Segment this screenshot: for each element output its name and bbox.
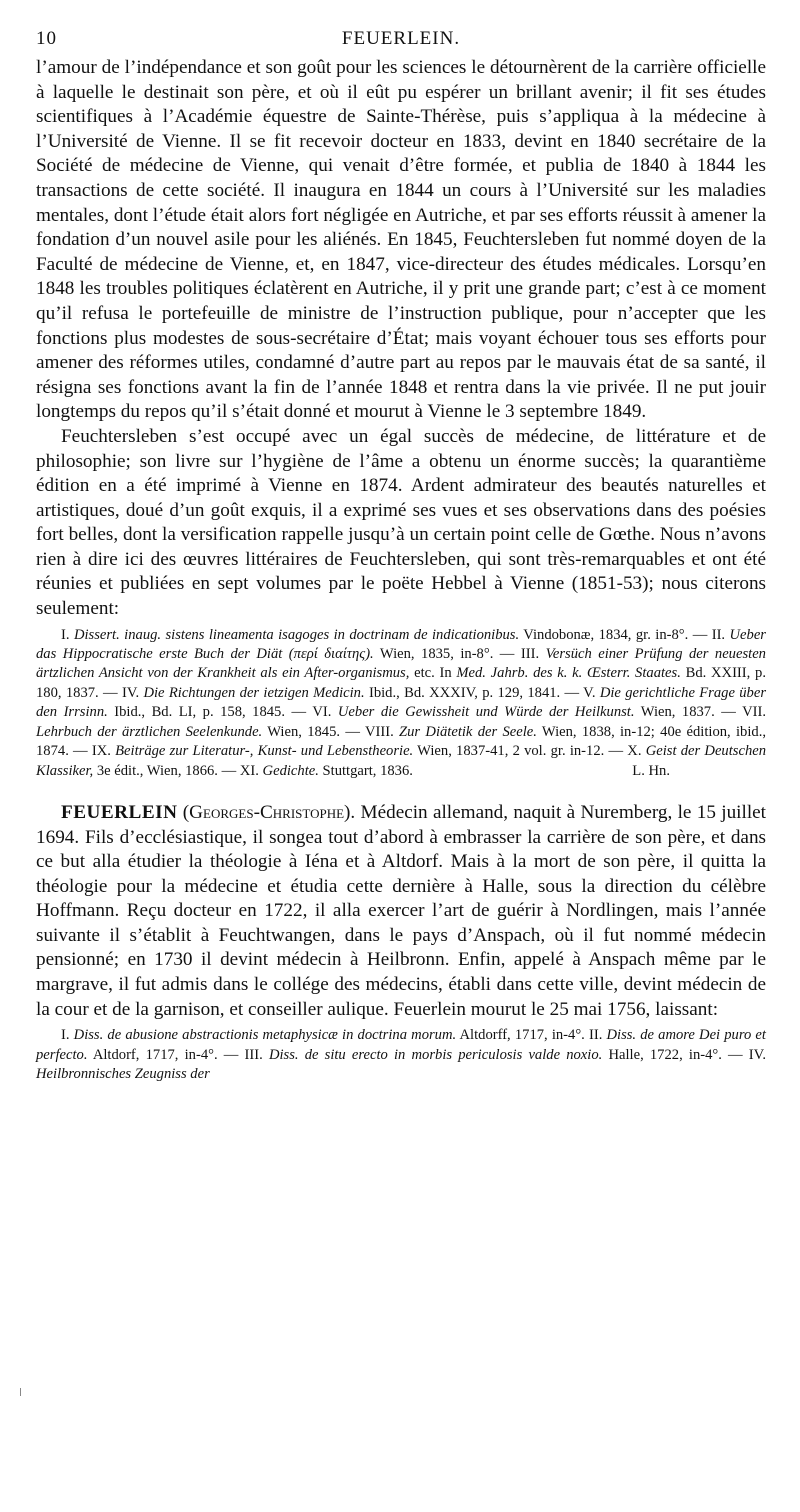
running-title: FEUERLEIN. <box>341 28 461 49</box>
feuchtersleben-biblio-title-13: Ueber die Gewissheit und Würde der Heilkunst. <box>337 704 635 721</box>
feuchtersleben-biblio-text-14: Wien, 1837. — VII. <box>634 704 766 721</box>
feuchtersleben-biblio-text-16: Wien, 1845. — VIII. <box>262 723 400 740</box>
page <box>36 28 766 1084</box>
feuchtersleben-biblio-title-7: Med. Jahrb. des k. k. Œsterr. Staates. <box>456 665 681 682</box>
entry-given-names: (Georges-Christophe). <box>182 801 356 823</box>
entry-text: Médecin allemand, naquit à Nuremberg, le 15 juillet 1694. Fils d’ecclésiastique, il songea tout d’abord à embrasser la carrière de son père, et dans ce but alla étudier la théologie à Iéna et à Altdorf. Mais à la mort de son père, il quitta la théologie pour la médecine et étudia cette dernière à Halle, sous la direction du célèbre Hoffmann. Reçu docteur en 1722, il alla exercer l’art de guérir à Nordlingen, mais l’année suivante il s’établit à Feuchtwangen, dans le pays d’Anspach, où il fut nommé médecin pensionné; en 1730 il devint médecin à Heilbronn. Enfin, appelé à Anspach même par le margrave, il fut admis dans le collége des médecins, établi dans cette ville, devint médecin de la cour et de la garnison, et conseiller aulique. Feuerlein mourut le 25 mai 1756, laissant: <box>36 801 766 1020</box>
feuerlein-biblio-title-3: Diss. de amore Dei puro et perfecto. <box>36 1027 766 1063</box>
feuchtersleben-biblio-text-12: Ibid., Bd. LI, p. 158, 1845. — VI. <box>107 704 338 721</box>
feuchtersleben-biblio-title-15: Lehrbuch der ärztlichen Seelenkunde. <box>36 723 263 740</box>
feuerlein-biblio-title-1: Diss. de abusione abstractionis metaphysicæ in doctrina morum. <box>73 1027 457 1044</box>
feuchtersleben-biblio-title-5: Versüch einer Prüfung der neuesten ärtzlichen Ansicht von der Krankheit als ein After-organismus, <box>36 646 766 682</box>
feuchtersleben-biblio-text-18: Wien, 1838, in-12; 40e édition, ibid., 1874. — IX. <box>36 723 766 760</box>
entry-separator <box>36 781 766 801</box>
feuerlein-biblio-text-4: Altdorf, 1717, in-4°. — III. <box>87 1046 269 1063</box>
feuchtersleben-biblio-text-2: Vindobonæ, 1834, gr. in-8°. — II. <box>519 626 730 643</box>
feuchtersleben-biblio-text-24: Stuttgart, 1836. <box>318 762 413 779</box>
feuerlein-biblio-title-7: Heilbronnisches Zeugniss der <box>36 1066 210 1083</box>
feuchtersleben-biblio-text-6: etc. In <box>409 665 457 682</box>
feuchtersleben-biblio-title-21: Geist der Deutschen Klassiker, <box>36 743 767 779</box>
author-signature: L. Hn. <box>632 762 670 779</box>
feuchtersleben-biblio-text-8: Bd. XXIII, p. 180, 1837. — IV. <box>36 665 766 701</box>
feuchtersleben-biblio-text-4: Wien, 1835, in-8°. — III. <box>373 646 546 663</box>
feuchtersleben-biblio-title-3: Ueber das Hippocratische erste Buch der Diät (περί διαίτης). <box>36 626 766 663</box>
feuchtersleben-biblio-title-1: Dissert. inaug. sistens lineamenta isagoges in doctrinam de indicationibus. <box>73 626 520 643</box>
running-header <box>36 28 766 56</box>
feuchtersleben-biblio-text-10: Ibid., Bd. XXXIV, p. 129, 1841. — V. <box>364 684 600 701</box>
feuchtersleben-biblio-title-17: Zur Diätetik der Seele. <box>399 723 537 740</box>
feuchtersleben-bibliography <box>36 626 766 781</box>
feuerlein-biblio-text-0: I. <box>61 1027 74 1044</box>
page-number: 10 <box>36 28 57 49</box>
feuerlein-biblio-text-2: Altdorff, 1717, in-4°. II. <box>456 1027 607 1044</box>
feuerlein-entry-paragraph <box>36 801 766 1022</box>
entry-headword: FEUERLEIN <box>61 801 178 823</box>
feuchtersleben-biography-paragraph: l’amour de l’indépendance et son goût pour les sciences le détournèrent de la carrière officielle à laquelle le destinait son père, et où il eût pu espérer un brillant avenir; il fit ses études scientifiques à l’Académie équestre de Sainte-Thérèse, puis s’appliqua à la médecine à l’Université de Vienne. Il se fit recevoir docteur en 1833, devint en 1840 secrétaire de la Société de médecine de Vienne, qui venait d’être formée, et publia de 1840 à 1844 les transactions de cette société. Il inaugura en 1844 un cours à l’Université sur les maladies mentales, dont l’étude était alors fort négligée en Autriche, et par ses efforts réussit à amener la fondation d’un nouvel asile pour les aliénés. En 1845, Feuchtersleben fut nommé doyen de la Faculté de médecine de Vienne, et, en 1847, vice-directeur des études médicales. Lorsqu’en 1848 les troubles politiques éclatèrent en Autriche, il y prit une grande part; c’est à ce moment qu’il refusa le portefeuille de ministre de l’instruction publique, pour n’accepter que les fonctions plus modestes de sous-secrétaire d’État; mais voyant échouer tous ses efforts pour amener des réformes utiles, condamné d’autre part au repos par le mauvais état de sa santé, il résigna ses fonctions avant la fin de l’année 1848 et rentra dans la vie privée. Il ne put jouir longtemps du repos qu’il s’était donné et mourut à Vienne le 3 septembre 1849. <box>36 57 766 423</box>
feuchtersleben-biblio-text-22: 3e édit., Wien, 1866. — XI. <box>93 762 263 779</box>
margin-mark <box>20 1388 21 1396</box>
feuchtersleben-works-paragraph: Feuchtersleben s’est occupé avec un égal succès de médecine, de littérature et de philosophie; son livre sur l’hygiène de l’âme a obtenu un énorme succès; la quarantième édition en a été imprimé à Vienne en 1874. Ardent admirateur des beautés naturelles et artistiques, doué d’un goût exquis, il a exprimé ses vues et ses observations dans des poésies fort belles, dont la versification rappelle jusqu’à un certain point celle de Gœthe. Nous n’avons rien à dire ici des œuvres littéraires de Feuchtersleben, qui sont très-remarquables et ont été réunies et publiées en sept volumes par le poëte Hebbel à Vienne (1851-53); nous citerons seulement: <box>36 425 766 620</box>
feuchtersleben-biblio-title-19: Beiträge zur Literatur-, Kunst- und Lebenstheorie. <box>115 743 414 760</box>
feuerlein-bibliography <box>36 1026 766 1084</box>
feuchtersleben-biblio-text-20: Wien, 1837-41, 2 vol. gr. in-12. — X. <box>413 743 646 760</box>
feuchtersleben-biblio-title-23: Gedichte. <box>262 762 319 779</box>
feuchtersleben-biblio-text-0: I. <box>61 626 74 643</box>
feuchtersleben-biblio-title-9: Die Richtungen der ietzigen Medicin. <box>143 684 365 701</box>
feuchtersleben-biblio-title-11: Die gerichtliche Frage über den Irrsinn. <box>36 684 767 721</box>
feuerlein-biblio-text-6: Halle, 1722, in-4°. — IV. <box>602 1046 766 1063</box>
feuerlein-biblio-title-5: Diss. de situ erecto in morbis periculosis valde noxio. <box>268 1046 603 1063</box>
